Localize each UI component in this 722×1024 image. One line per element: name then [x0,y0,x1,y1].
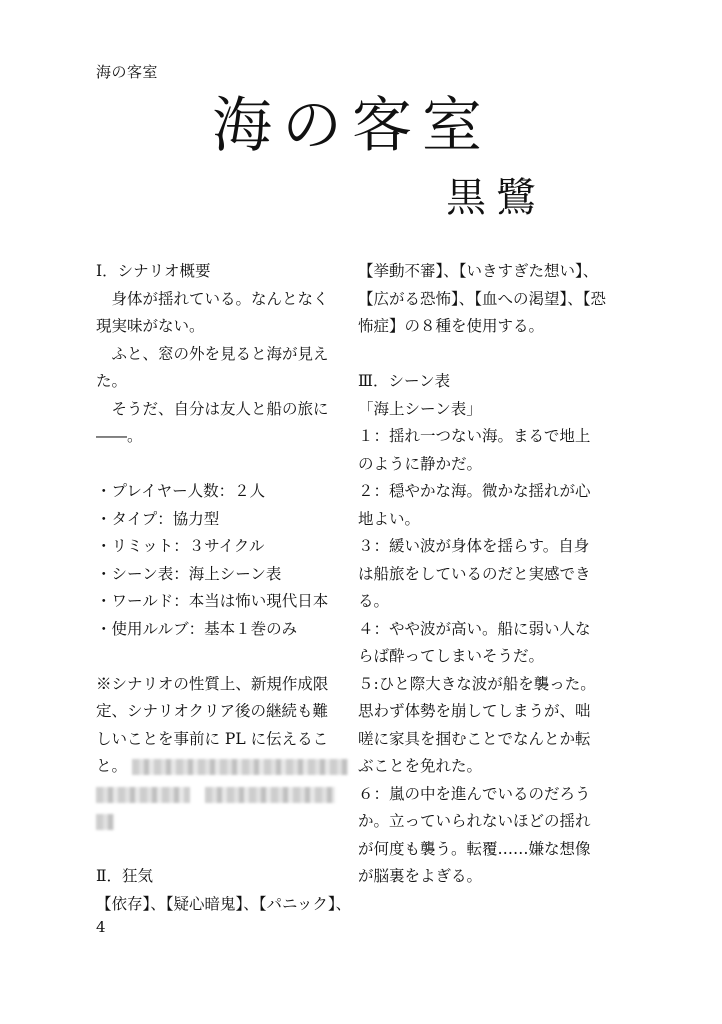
page-title: 海の客室 [212,91,492,161]
note-line: と。 [96,757,128,775]
scene-entry-line: が何度も襲う。転覆……嫌な想像 [358,839,591,858]
scene-entry-line: ５:ひと際大きな波が船を襲った。 [358,674,596,693]
scene-entry-line: 思わず体勢を崩してしまうが、咄 [358,702,591,720]
section-heading-scene-table: Ⅲ．シーン表 [358,372,451,390]
scene-entry-line: のように静かだ。 [358,454,483,473]
detail-item: ・リミット：３サイクル [96,537,265,555]
scene-entry-line: １：揺れ一つない海。まるで地上 [358,427,591,445]
section-heading-overview: Ⅰ．シナリオ概要 [96,262,211,280]
scene-table-name: 「海上シーン表」 [358,399,482,418]
note-line: ※シナリオの性質上、新規作成限 [96,674,329,693]
scene-entry-line: ３：緩い波が身体を揺らす。自身 [358,537,590,555]
redacted-line [96,781,344,809]
scene-entry-line: 地よい。 [358,509,421,528]
overview-line: そうだ、自分は友人と船の旅に [96,399,329,418]
scene-entry-line: らば酔ってしまいそうだ。 [358,647,545,665]
redacted-line [96,808,344,836]
detail-item: ・ワールド：本当は怖い現代日本 [96,592,329,610]
overview-line: ふと、窓の外を見ると海が見え [96,344,329,363]
overview-line: 身体が揺れている。なんとなく [96,289,329,308]
detail-item: ・シーン表：海上シーン表 [96,564,282,583]
scene-entry-line: ４：やや波が高い。船に弱い人な [358,619,591,638]
note-line: しいことを事前に PL に伝えるこ [96,729,329,748]
madness-continued-line: 怖症】の８種を使用する。 [358,317,545,335]
redacted-text [132,759,348,775]
overview-line: ――。 [96,427,143,445]
running-header: 海の客室 [96,63,159,81]
overview-line: た。 [96,372,128,390]
detail-item: ・プレイヤー人数：２人 [96,482,266,500]
scene-entry-line: が脳裏をよぎる。 [358,867,483,885]
page-number: 4 [96,918,106,936]
author-name: 黒鷺 [446,175,546,221]
madness-continued-line: 【挙動不審】、【いきすぎた想い】、 [358,262,599,280]
redacted-text [205,787,335,803]
redacted-text [96,814,114,830]
scene-entry-line: か。立っていられないほどの揺れ [358,812,591,830]
scene-entry-line: ２：穏やかな海。微かな揺れが心 [358,482,591,500]
detail-item: ・使用ルルブ：基本１巻のみ [96,619,298,638]
note-line-with-redaction [96,753,344,781]
right-column [358,258,606,891]
scene-entry-line: ６：嵐の中を進んでいるのだろう [358,784,591,803]
redacted-text [96,787,190,803]
detail-item: ・タイプ：協力型 [96,509,220,528]
madness-line: 【依存】、【疑心暗鬼】、【パニック】、 [96,894,352,913]
section-heading-madness: Ⅱ．狂気 [96,867,154,885]
note-line: 定、シナリオクリア後の継続も難 [96,702,329,720]
scene-entry-line: ぶことを免れた。 [358,757,483,775]
madness-continued-line: 【広がる恐怖】、【血への渇望】、【恐 [358,289,607,308]
left-column [96,258,352,918]
scene-entry-line: る。 [358,592,390,610]
scene-entry-line: 嗟に家具を掴むことでなんとか転 [358,729,591,748]
scene-entry-line: は船旅をしているのだと実感でき [358,564,591,583]
overview-line: 現実味がない。 [96,317,205,335]
